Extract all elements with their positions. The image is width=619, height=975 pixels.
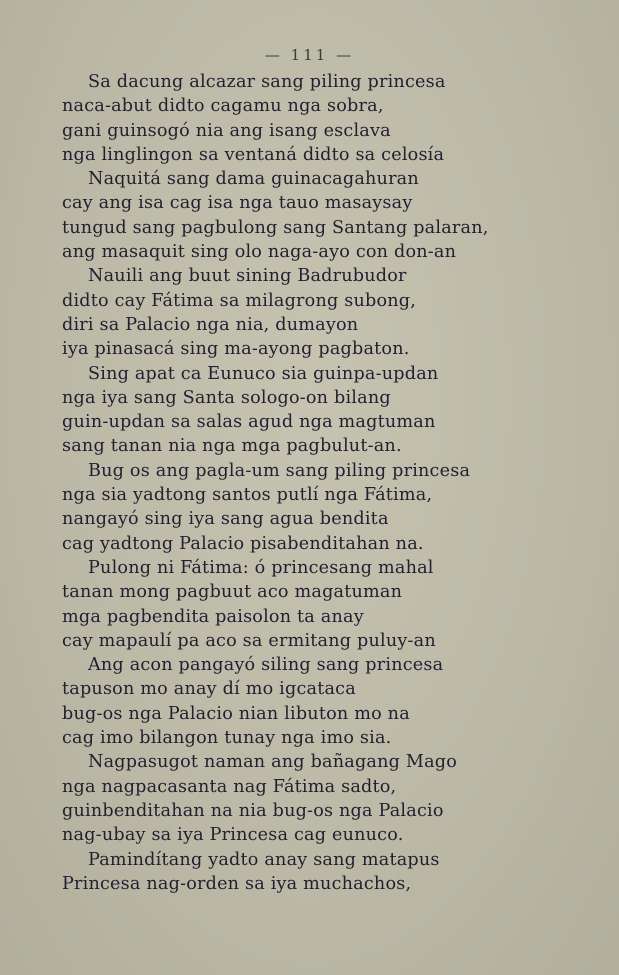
poem-line: sang tanan nia nga mga pagbulut-an. xyxy=(62,436,402,457)
poem-line: nangayó sing iya sang agua bendita xyxy=(62,509,389,530)
poem-line: cay ang isa cag isa nga tauo masaysay xyxy=(62,193,413,214)
poem-line: iya pinasacá sing ma-ayong pagbaton. xyxy=(62,339,410,360)
poem-line: Pamindítang yadto anay sang matapus xyxy=(88,849,440,870)
poem-line: didto cay Fátima sa milagrong subong, xyxy=(62,290,417,311)
poem-line: gani guinsogó nia ang isang esclava xyxy=(62,120,391,141)
poem-line: nga nagpacasanta nag Fátima sadto, xyxy=(62,776,397,797)
poem-line: guin-updan sa salas agud nga magtuman xyxy=(62,412,436,433)
poem-line: nag-ubay sa iya Princesa cag eunuco. xyxy=(62,825,404,846)
poem-line: Pulong ni Fátima: ó princesang mahal xyxy=(88,557,434,578)
poem-line: nga linglingon sa ventaná didto sa celosía xyxy=(62,144,445,165)
poem-line: Princesa nag-orden sa iya muchachos, xyxy=(62,873,412,894)
poem-line: naca-abut didto cagamu nga sobra, xyxy=(62,96,384,117)
poem-line: diri sa Palacio nga nia, dumayon xyxy=(62,314,359,335)
page-number: — 111 — xyxy=(264,46,355,64)
poem-text xyxy=(62,70,562,896)
poem-line: Ang acon pangayó siling sang princesa xyxy=(88,655,444,676)
poem-line: tanan mong pagbuut aco magatuman xyxy=(62,582,403,603)
poem-line: Nagpasugot naman ang bañagang Mago xyxy=(88,752,458,773)
poem-line: cag yadtong Palacio pisabenditahan na. xyxy=(62,533,424,554)
poem-line: Sing apat ca Eunuco sia guinpa-updan xyxy=(88,363,439,384)
poem-line: bug-os nga Palacio nian libuton mo na xyxy=(62,703,410,724)
poem-line: Sa dacung alcazar sang piling princesa xyxy=(88,72,446,92)
poem-line: nga sia yadtong santos putlí nga Fátima, xyxy=(62,485,433,506)
poem-line: cay mapaulí pa aco sa ermitang puluy-an xyxy=(62,630,436,651)
poem-line: guinbenditahan na nia bug-os nga Palacio xyxy=(62,800,444,821)
poem-line: nga iya sang Santa sologo-on bilang xyxy=(62,387,391,408)
poem-line: Nauili ang buut sining Badrubudor xyxy=(88,266,407,287)
poem-line: cag imo bilangon tunay nga imo sia. xyxy=(62,728,392,749)
poem-line: tungud sang pagbulong sang Santang palaran, xyxy=(62,217,489,238)
poem-line: Bug os ang pagla-um sang piling princesa xyxy=(88,460,471,481)
poem-line: mga pagbendita paisolon ta anay xyxy=(62,606,364,627)
poem-line: ang masaquit sing olo naga-ayo con don-an xyxy=(62,242,457,263)
poem-line: tapuson mo anay dí mo igcataca xyxy=(62,679,356,700)
poem-line: Naquitá sang dama guinacagahuran xyxy=(88,169,419,190)
